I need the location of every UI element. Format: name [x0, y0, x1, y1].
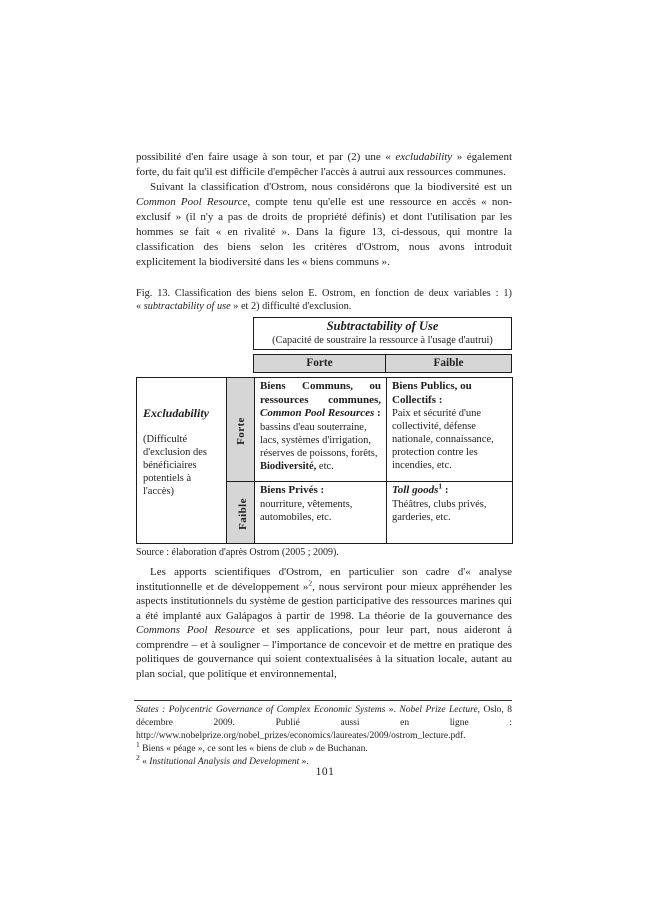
- excludability-title: Excludability: [143, 406, 209, 420]
- cell-toll-goods-title: [392, 481, 507, 498]
- figure-caption: [136, 287, 512, 313]
- cell-biens-publics-title: Biens Publics, ou Collectifs :: [392, 380, 472, 406]
- table-row: [137, 378, 513, 482]
- row-header-faible-label: Faible: [236, 497, 249, 530]
- cell-toll-goods: [387, 482, 513, 544]
- row-header-forte-label: Forte: [234, 416, 247, 445]
- text-run-italic: States : Polycentric Governance of Complex Economic Systems: [136, 705, 386, 715]
- body-text-block-bottom: [136, 565, 512, 681]
- footnotes-block: [136, 704, 512, 769]
- text-run: possibilité d'en faire usage à son tour, et par (2) une «: [136, 151, 396, 163]
- table-header-subtitle: (Capacité de soustraire la ressource à l'usage d'autrui): [272, 335, 493, 346]
- text-run: ».: [385, 705, 400, 715]
- text-run-italic: subtractability of use: [143, 301, 231, 312]
- table-header-title: Subtractability of Use: [326, 319, 439, 333]
- paragraph-ostrom-classification: [136, 180, 512, 270]
- table-header-subtractability: [253, 317, 512, 350]
- cell-biens-publics: [387, 378, 513, 482]
- text-run-bold-italic: Common Pool Resources: [260, 407, 375, 419]
- cell-biens-publics-body: Paix et sécurité d'une collectivité, défense nationale, connaissance, protection contre les incendies, etc.: [392, 408, 494, 471]
- figure-caption-block: [136, 287, 512, 313]
- page-number: 101: [315, 766, 335, 778]
- excludability-desc: (Difficulté d'exclusion des bénéficiaires potentiels à l'accès): [143, 434, 208, 497]
- cell-toll-goods-body: Théâtres, clubs privés, garderies, etc.: [392, 498, 487, 523]
- text-run: Fig. 13. Classification des biens selon E. Ostrom, en fonction de deux variables : 1) «: [136, 288, 512, 312]
- column-header-forte: Forte: [253, 354, 386, 373]
- text-run: Les apports scientifiques d'Ostrom, en particulier son cadre d'« analyse institutionnelle et de développement »: [136, 566, 512, 593]
- row-header-forte: [227, 378, 255, 482]
- footnote-ref-1: 1: [438, 481, 443, 491]
- text-run: , compte tenu qu'elle est une ressource en accès « non-exclusif » (il n'y a pas de droits de propriété définis) et dont l'utilisation par les hommes se fait « en rivalité ». Dans la figure 13, ci-dessous, qui montre la classification des biens selon les critères d'Ostrom, nous avons introduit explicitement la biodiversité dans les « biens communs ».: [136, 196, 512, 268]
- cell-biens-prives: [255, 482, 387, 544]
- text-run: ».: [299, 757, 309, 767]
- text-run: , nous serviront pour mieux appréhender les aspects institutionnels du système de gestion participative des ressources marines qui a été implanté aux Galápagos à partir de 1998. La théorie de la gouvernance des: [136, 580, 512, 622]
- cell-biens-prives-title: Biens Privés :: [260, 484, 325, 496]
- text-run-bold: Biens Communs, ou ressources communes,: [260, 380, 381, 406]
- cell-biens-prives-body: nourriture, vêtements, automobiles, etc.: [260, 498, 353, 523]
- text-run-italic: Common Pool Resource: [136, 196, 248, 208]
- paragraph-ostrom-contributions: [136, 565, 512, 681]
- footnote-continuation: [136, 704, 512, 743]
- text-run-bold: :: [442, 484, 449, 496]
- column-header-faible: Faible: [386, 354, 512, 373]
- text-run-italic: Institutional Analysis and Development: [149, 757, 300, 767]
- column-header-row: [253, 354, 512, 373]
- row-header-faible: [227, 482, 255, 544]
- footnote-ref-2: 2: [308, 577, 313, 587]
- footnote-1-marker: 1: [136, 739, 140, 749]
- text-run-italic: Commons Pool Resource: [136, 624, 255, 636]
- footnote-1: [136, 739, 512, 756]
- text-run: Biens « péage », ce sont les « biens de club » de Buchanan.: [139, 744, 368, 754]
- text-run: etc.: [316, 460, 334, 472]
- text-run: Suivant la classification d'Ostrom, nous considérons que la biodiversité est un: [150, 181, 512, 193]
- footnote-separator: [134, 700, 512, 701]
- text-run: » également forte, du fait qu'il est difficile d'empêcher l'accès à autrui aux ressources communes.: [136, 151, 513, 178]
- text-run: » et 2) difficulté d'exclusion.: [230, 301, 352, 312]
- cell-biens-communs-body: [260, 421, 381, 473]
- cell-biens-communs: [255, 378, 387, 482]
- text-run-bold: :: [374, 407, 381, 419]
- text-run-italic: excludability: [395, 151, 453, 163]
- text-run: , Oslo, 8 décembre 2009. Publié aussi en ligne : http://www.nobelprize.org/nobel_prizes/economics/laureates/2009/ostrom_lecture.pdf.: [136, 705, 512, 741]
- text-run: et ses applications, pour leur part, nous aideront à comprendre – et à souligner – l'importance de concevoir et de mettre en pratique des politiques de gouvernance qui soient contextualisées à la situation locale, autant au plan social, que politique et environnemental,: [136, 624, 512, 680]
- body-text-block-top: [136, 150, 512, 270]
- excludability-cell: [137, 378, 227, 544]
- figure-13-table: [136, 317, 512, 559]
- text-run: bassins d'eau souterraine, lacs, systèmes d'irrigation, réserves de poissons, forêts,: [260, 421, 378, 459]
- text-run: «: [139, 757, 150, 767]
- text-run-bold-italic: Toll goods: [392, 484, 439, 496]
- footnote-2-marker: 2: [136, 752, 140, 762]
- classification-grid: [136, 377, 513, 544]
- cell-biens-communs-title: [260, 380, 381, 421]
- text-run-italic: Nobel Prize Lecture: [399, 705, 478, 715]
- figure-source: Source : élaboration d'après Ostrom (2005 ; 2009).: [136, 547, 339, 558]
- paragraph-excludability: [136, 150, 512, 180]
- text-run-bold: Biodiversité,: [260, 460, 317, 472]
